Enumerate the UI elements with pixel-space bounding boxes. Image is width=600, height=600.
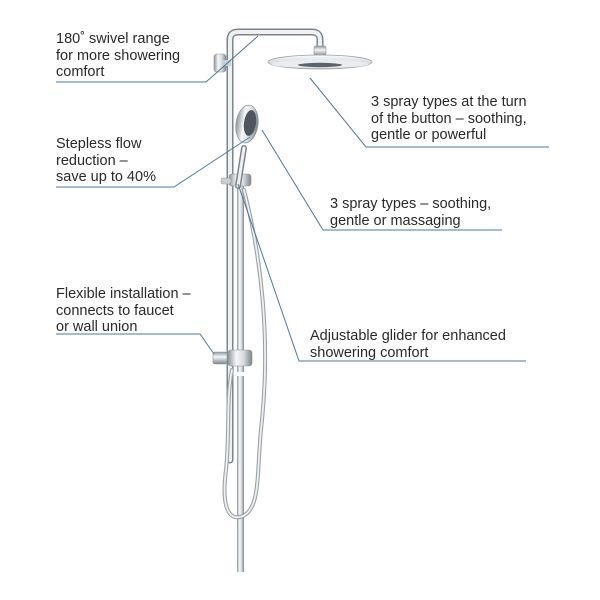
callout-swivel-range: 180˚ swivel range for more showering comfort: [56, 31, 181, 80]
callout-flow-reduction: Stepless flow reduction – save up to 40%: [56, 136, 156, 185]
callout-adjustable-glider: Adjustable glider for enhanced showering comfort: [310, 328, 506, 361]
leader-line-installation: [56, 334, 214, 354]
callout-hand-spray-types: 3 spray types – soothing, gentle or massaging: [330, 196, 492, 229]
shower-rail-icon: [237, 176, 244, 572]
callout-head-spray-types: 3 spray types at the turn of the button – soothing, gentle or powerful: [371, 94, 527, 143]
diverter-valve-icon: [213, 350, 252, 366]
callout-flexible-installation: Flexible installation – connects to faucet or wall union: [56, 286, 191, 335]
rain-shower-head-icon: [230, 32, 372, 460]
